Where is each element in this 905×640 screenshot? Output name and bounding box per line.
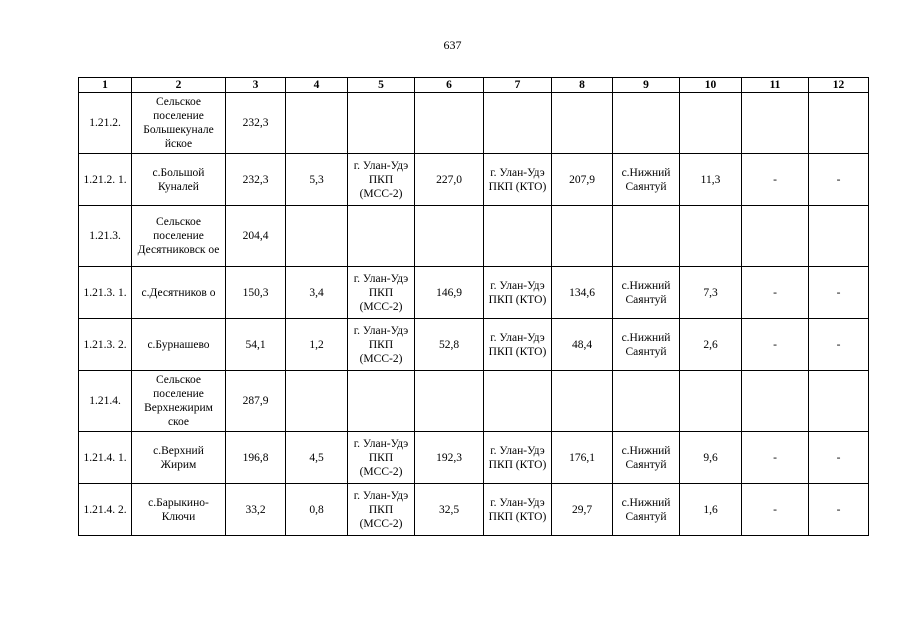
table-cell: 2,6 (680, 319, 742, 371)
table-cell: 1,2 (286, 319, 348, 371)
column-header: 1 (79, 78, 132, 93)
table-cell: 52,8 (415, 319, 484, 371)
table-cell: 11,3 (680, 154, 742, 206)
table-cell: 1.21.2. 1. (79, 154, 132, 206)
table-cell (742, 206, 809, 267)
column-header: 3 (226, 78, 286, 93)
table-row (79, 371, 869, 432)
table-row (79, 432, 869, 484)
table-cell: г. Улан-Удэ ПКП (КТО) (484, 484, 552, 536)
table-cell (680, 206, 742, 267)
table-cell (742, 371, 809, 432)
table-cell: 1.21.3. 1. (79, 267, 132, 319)
table-cell (415, 371, 484, 432)
table-row (79, 206, 869, 267)
table-cell: - (809, 267, 869, 319)
table-cell: 1.21.3. 2. (79, 319, 132, 371)
table-cell: с.Большой Куналей (132, 154, 226, 206)
table-cell (415, 206, 484, 267)
table-cell: 3,4 (286, 267, 348, 319)
table-cell: 1.21.4. 1. (79, 432, 132, 484)
table-cell (552, 93, 613, 154)
table-cell: г. Улан-Удэ ПКП (МСС-2) (348, 319, 415, 371)
table-row (79, 484, 869, 536)
table-cell: г. Улан-Удэ ПКП (МСС-2) (348, 484, 415, 536)
table-cell (348, 93, 415, 154)
table-cell: 150,3 (226, 267, 286, 319)
table-cell: 207,9 (552, 154, 613, 206)
table-cell: - (809, 432, 869, 484)
table-cell (742, 93, 809, 154)
table-cell: 232,3 (226, 93, 286, 154)
table-cell: 29,7 (552, 484, 613, 536)
table-cell: 1.21.2. (79, 93, 132, 154)
table-cell: 54,1 (226, 319, 286, 371)
table-header-row (79, 78, 869, 93)
table-cell: 4,5 (286, 432, 348, 484)
column-header: 8 (552, 78, 613, 93)
table-cell: г. Улан-Удэ ПКП (КТО) (484, 267, 552, 319)
table-cell: 5,3 (286, 154, 348, 206)
page-number: 637 (443, 38, 462, 52)
table-cell: с.Нижний Саянтуй (613, 154, 680, 206)
table-row (79, 93, 869, 154)
table-cell: 232,3 (226, 154, 286, 206)
table-cell: - (742, 154, 809, 206)
table-cell: 9,6 (680, 432, 742, 484)
table-cell: - (742, 267, 809, 319)
table-cell (809, 371, 869, 432)
table-cell: с.Нижний Саянтуй (613, 484, 680, 536)
table-cell: г. Улан-Удэ ПКП (МСС-2) (348, 432, 415, 484)
column-header: 5 (348, 78, 415, 93)
column-header: 4 (286, 78, 348, 93)
table-cell: 7,3 (680, 267, 742, 319)
table-row (79, 267, 869, 319)
table-cell: с.Нижний Саянтуй (613, 432, 680, 484)
table-cell: 32,5 (415, 484, 484, 536)
table-cell: - (742, 319, 809, 371)
data-table (78, 77, 869, 536)
table-cell: 1.21.4. 2. (79, 484, 132, 536)
table-cell: - (809, 154, 869, 206)
column-header: 9 (613, 78, 680, 93)
table-cell (809, 93, 869, 154)
table-cell: 204,4 (226, 206, 286, 267)
table-cell (484, 93, 552, 154)
table-cell: 0,8 (286, 484, 348, 536)
table-cell (552, 206, 613, 267)
table-cell (484, 371, 552, 432)
table-cell: г. Улан-Удэ ПКП (КТО) (484, 432, 552, 484)
table-cell (484, 206, 552, 267)
table-cell: 33,2 (226, 484, 286, 536)
table-cell: г. Улан-Удэ ПКП (КТО) (484, 154, 552, 206)
column-header: 2 (132, 78, 226, 93)
table-cell: 1.21.4. (79, 371, 132, 432)
table-cell: Сельское поселение Десятниковск ое (132, 206, 226, 267)
table-cell: - (809, 484, 869, 536)
table-row (79, 319, 869, 371)
table-cell: 1,6 (680, 484, 742, 536)
table-cell (680, 371, 742, 432)
table-cell (613, 371, 680, 432)
table-cell: с.Нижний Саянтуй (613, 267, 680, 319)
table-cell: Сельское поселение Большекунале йское (132, 93, 226, 154)
table-cell: г. Улан-Удэ ПКП (МСС-2) (348, 267, 415, 319)
table-cell: с.Бурнашево (132, 319, 226, 371)
column-header: 7 (484, 78, 552, 93)
table-cell: 287,9 (226, 371, 286, 432)
table-cell (286, 371, 348, 432)
table-cell: с.Барыкино-Ключи (132, 484, 226, 536)
table-cell (613, 93, 680, 154)
table-cell (680, 93, 742, 154)
table-cell: г. Улан-Удэ ПКП (МСС-2) (348, 154, 415, 206)
table-cell (348, 371, 415, 432)
table-row (79, 154, 869, 206)
table-cell: 134,6 (552, 267, 613, 319)
table-cell (552, 371, 613, 432)
table-cell: 48,4 (552, 319, 613, 371)
table-cell: с.Нижний Саянтуй (613, 319, 680, 371)
table-cell (809, 206, 869, 267)
table-cell: 196,8 (226, 432, 286, 484)
table-cell: с.Верхний Жирим (132, 432, 226, 484)
table-cell: - (809, 319, 869, 371)
table-cell: Сельское поселение Верхнежирим ское (132, 371, 226, 432)
column-header: 12 (809, 78, 869, 93)
table-cell: 146,9 (415, 267, 484, 319)
table-cell: 192,3 (415, 432, 484, 484)
column-header: 6 (415, 78, 484, 93)
table-cell: 1.21.3. (79, 206, 132, 267)
table-cell (286, 206, 348, 267)
table-cell: - (742, 432, 809, 484)
table-cell: 227,0 (415, 154, 484, 206)
table-body (79, 93, 869, 536)
table-cell (286, 93, 348, 154)
table-cell (613, 206, 680, 267)
table-cell: г. Улан-Удэ ПКП (КТО) (484, 319, 552, 371)
table-cell (415, 93, 484, 154)
table-cell: - (742, 484, 809, 536)
table-cell: 176,1 (552, 432, 613, 484)
column-header: 11 (742, 78, 809, 93)
table-cell (348, 206, 415, 267)
table-cell: с.Десятников о (132, 267, 226, 319)
column-header: 10 (680, 78, 742, 93)
